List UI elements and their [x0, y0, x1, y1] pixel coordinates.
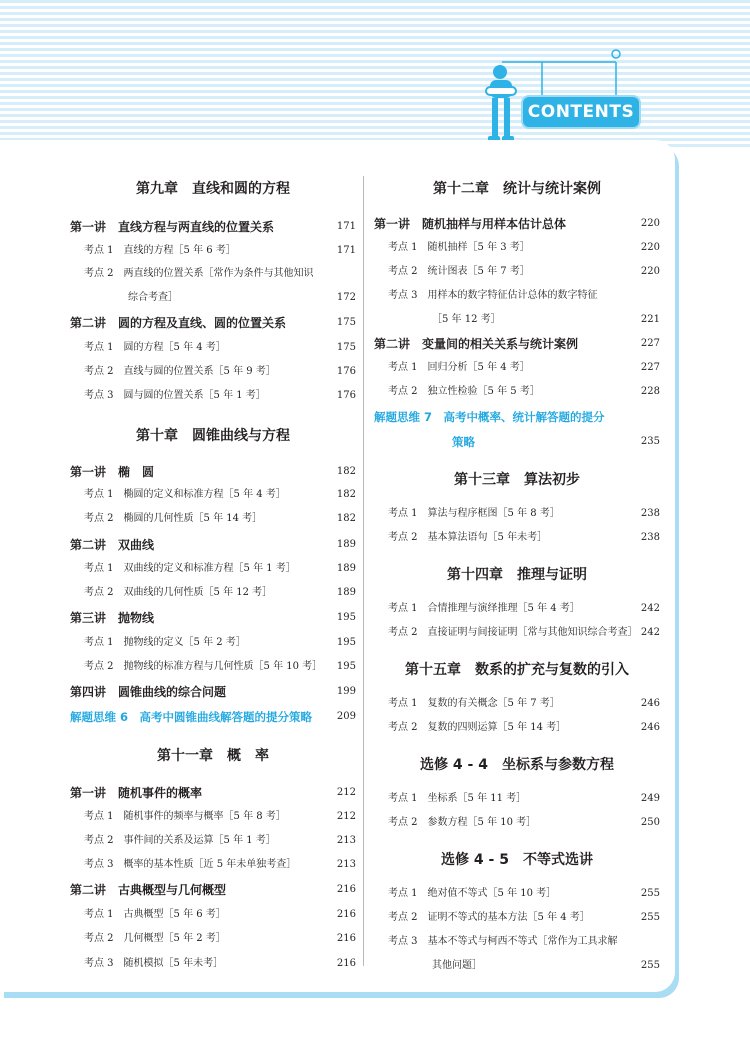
- toc-entry[interactable]: 考点 1 回归分析［5 年 4 考］ 227: [388, 362, 660, 373]
- toc-entry[interactable]: 考点 2 椭圆的几何性质［5 年 14 考］ 182: [84, 513, 356, 524]
- toc-entry[interactable]: 综合考查］ 172: [128, 292, 356, 303]
- toc-entry[interactable]: 考点 1 抛物线的定义［5 年 2 考］ 195: [84, 637, 356, 648]
- toc-entry[interactable]: 考点 2 双曲线的几何性质［5 年 12 考］ 189: [84, 587, 356, 598]
- toc-entry[interactable]: 考点 1 圆的方程［5 年 4 考］ 175: [84, 342, 356, 353]
- scientist-icon: [480, 40, 640, 150]
- toc-entry[interactable]: 考点 3 概率的基本性质［近 5 年未单独考查］ 213: [84, 859, 356, 870]
- toc-entry[interactable]: 考点 1 椭圆的定义和标准方程［5 年 4 考］ 182: [84, 489, 356, 500]
- chapter-title: 第十章 圆锥曲线与方程: [136, 428, 290, 444]
- chapter-title: 第十五章 数系的扩充与复数的引入: [405, 662, 629, 678]
- toc-entry[interactable]: 考点 2 事件间的关系及运算［5 年 1 考］ 213: [84, 835, 356, 846]
- toc-entry[interactable]: 考点 1 绝对值不等式［5 年 10 考］ 255: [388, 888, 660, 899]
- toc-entry[interactable]: 考点 1 双曲线的定义和标准方程［5 年 1 考］ 189: [84, 563, 356, 574]
- toc-entry[interactable]: 第一讲 随机事件的概率 212: [70, 786, 356, 800]
- toc-entry[interactable]: 第四讲 圆锥曲线的综合问题 199: [70, 685, 356, 699]
- toc-entry[interactable]: 考点 2 抛物线的标准方程与几何性质［5 年 10 考］ 195: [84, 661, 356, 672]
- toc-entry[interactable]: 考点 2 独立性检验［5 年 5 考］ 228: [388, 386, 660, 397]
- chapter-title: 第十三章 算法初步: [454, 472, 580, 488]
- toc-entry[interactable]: 考点 3 用样本的数字特征估计总体的数字特征: [388, 290, 598, 301]
- column-divider: [363, 176, 364, 966]
- toc-entry[interactable]: 其他问题］ 255: [432, 960, 660, 971]
- toc-entry[interactable]: 考点 2 几何概型［5 年 2 考］ 216: [84, 933, 356, 944]
- chapter-title: 第九章 直线和圆的方程: [136, 181, 290, 197]
- toc-entry[interactable]: 第一讲 直线方程与两直线的位置关系 171: [70, 220, 356, 234]
- toc-entry[interactable]: 考点 1 随机事件的频率与概率［5 年 8 考］ 212: [84, 811, 356, 822]
- toc-entry[interactable]: 考点 1 复数的有关概念［5 年 7 考］ 246: [388, 698, 660, 709]
- chapter-title: 选修 4 - 5 不等式选讲: [441, 852, 593, 868]
- toc-entry[interactable]: 考点 2 参数方程［5 年 10 考］ 250: [388, 817, 660, 828]
- toc-entry[interactable]: 第二讲 圆的方程及直线、圆的位置关系 175: [70, 316, 356, 330]
- toc-entry[interactable]: 考点 3 随机模拟［5 年未考］ 216: [84, 958, 356, 969]
- toc-entry[interactable]: 考点 1 随机抽样［5 年 3 考］ 220: [388, 242, 660, 253]
- contents-badge: CONTENTS: [523, 97, 639, 127]
- toc-entry[interactable]: 考点 2 统计图表［5 年 7 考］ 220: [388, 266, 660, 277]
- toc-entry-thinking[interactable]: 策略 235: [452, 435, 660, 449]
- toc-entry[interactable]: 第一讲 随机抽样与用样本估计总体 220: [374, 217, 660, 231]
- toc-entry[interactable]: 第二讲 古典概型与几何概型 216: [70, 883, 356, 897]
- toc-entry[interactable]: 第二讲 双曲线 189: [70, 538, 356, 552]
- toc-entry[interactable]: 考点 1 算法与程序框图［5 年 8 考］ 238: [388, 508, 660, 519]
- toc-entry[interactable]: 考点 2 两直线的位置关系［常作为条件与其他知识: [84, 268, 314, 279]
- toc-entry[interactable]: ［5 年 12 考］ 221: [432, 314, 660, 325]
- toc-entry[interactable]: 考点 3 圆与圆的位置关系［5 年 1 考］ 176: [84, 390, 356, 401]
- toc-entry[interactable]: 考点 1 直线的方程［5 年 6 考］ 171: [84, 245, 356, 256]
- toc-entry[interactable]: 考点 1 合情推理与演绎推理［5 年 4 考］ 242: [388, 603, 660, 614]
- toc-entry[interactable]: 第二讲 变量间的相关关系与统计案例 227: [374, 337, 660, 351]
- toc-entry[interactable]: 考点 2 证明不等式的基本方法［5 年 4 考］ 255: [388, 912, 660, 923]
- toc-entry[interactable]: 考点 2 直线与圆的位置关系［5 年 9 考］ 176: [84, 366, 356, 377]
- toc-entry[interactable]: 考点 1 古典概型［5 年 6 考］ 216: [84, 909, 356, 920]
- toc-entry[interactable]: 考点 3 基本不等式与柯西不等式［常作为工具求解: [388, 936, 618, 947]
- chapter-title: 第十四章 推理与证明: [447, 567, 587, 583]
- toc-entry[interactable]: 考点 2 复数的四则运算［5 年 14 考］ 246: [388, 722, 660, 733]
- toc-panel: [0, 140, 675, 992]
- toc-entry-thinking[interactable]: 解题思维 7 高考中概率、统计解答题的提分: [374, 410, 605, 424]
- chapter-title: 第十二章 统计与统计案例: [433, 181, 601, 197]
- toc-entry[interactable]: 第一讲 椭 圆 182: [70, 465, 356, 479]
- toc-entry-thinking[interactable]: 解题思维 6 高考中圆锥曲线解答题的提分策略 209: [70, 710, 356, 724]
- toc-entry[interactable]: 考点 2 直接证明与间接证明［常与其他知识综合考查］ 242: [388, 627, 660, 638]
- toc-entry[interactable]: 考点 2 基本算法语句［5 年未考］ 238: [388, 532, 660, 543]
- chapter-title: 第十一章 概 率: [157, 748, 269, 764]
- chapter-title: 选修 4 - 4 坐标系与参数方程: [420, 757, 614, 773]
- toc-entry[interactable]: 第三讲 抛物线 195: [70, 611, 356, 625]
- toc-entry[interactable]: 考点 1 坐标系［5 年 11 考］ 249: [388, 793, 660, 804]
